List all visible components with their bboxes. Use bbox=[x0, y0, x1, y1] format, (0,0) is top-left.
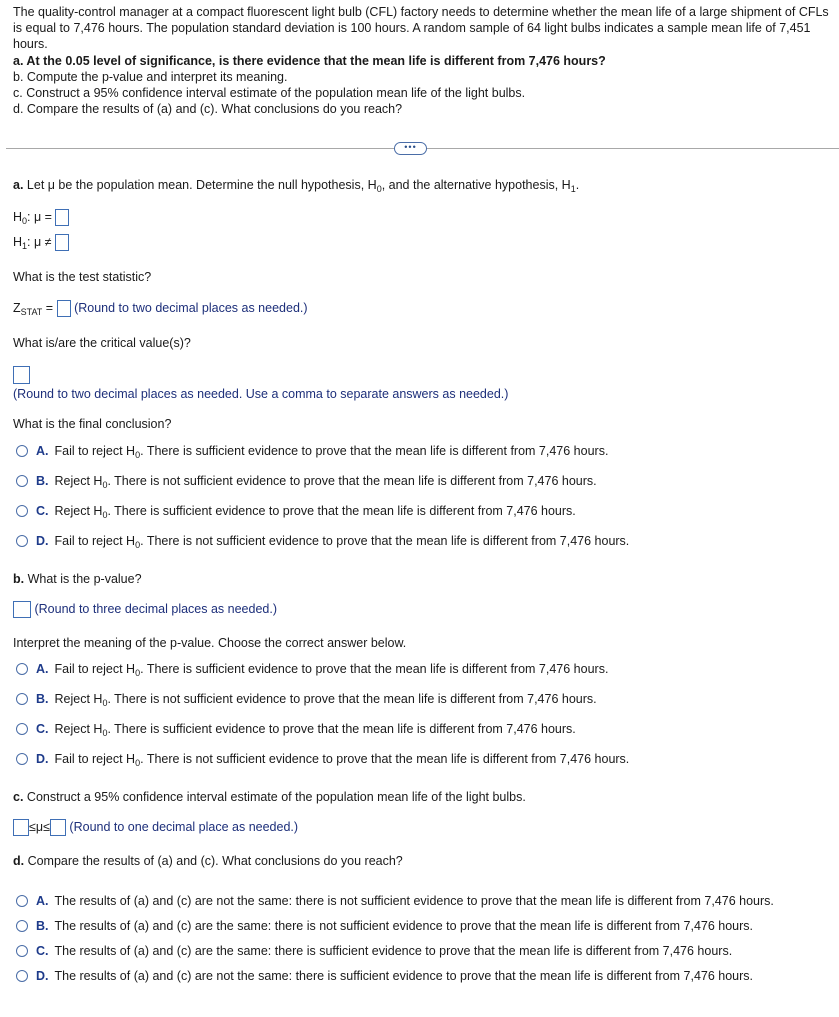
part-b-option-a[interactable]: A. Fail to reject $H_0$. There is sufficient evidence to prove that the mean life is different from 7,476 hours. bbox=[16, 662, 608, 676]
critical-value-input[interactable] bbox=[13, 366, 30, 384]
part-c-prompt: c. Construct a 95% confidence interval estimate of the population mean life of the light bulbs. bbox=[13, 790, 526, 804]
ci-hint: (Round to one decimal place as needed.) bbox=[69, 819, 299, 834]
part-a-prompt: a. Let μ be the population mean. Determine the null hypothesis, $H_0$, and the alternative hypothesis, $H_1$. bbox=[13, 178, 580, 194]
p-value-input[interactable] bbox=[13, 601, 31, 618]
interpret-question: Interpret the meaning of the p-value. Choose the correct answer below. bbox=[13, 636, 407, 650]
expand-more-button[interactable]: ••• bbox=[394, 142, 427, 155]
problem-part-a: a. At the 0.05 level of significance, is there evidence that the mean life is different from 7,476 hours? bbox=[13, 53, 606, 68]
radio-icon[interactable] bbox=[16, 753, 28, 765]
alt-hypothesis-input[interactable] bbox=[55, 234, 69, 251]
ci-lower-input[interactable] bbox=[13, 819, 29, 836]
part-b-option-d[interactable]: D. Fail to reject $H_0$. There is not sufficient evidence to prove that the mean life is different from 7,476 hours. bbox=[16, 752, 629, 766]
part-a-option-d[interactable]: D. Fail to reject $H_0$. There is not sufficient evidence to prove that the mean life is different from 7,476 hours. bbox=[16, 534, 629, 548]
radio-icon[interactable] bbox=[16, 535, 28, 547]
part-a-option-c[interactable]: C. Reject $H_0$. There is sufficient evidence to prove that the mean life is different from 7,476 hours. bbox=[16, 504, 576, 518]
radio-icon[interactable] bbox=[16, 475, 28, 487]
zstat-input[interactable] bbox=[57, 300, 71, 317]
part-b-option-c[interactable]: C. Reject $H_0$. There is sufficient evidence to prove that the mean life is different from 7,476 hours. bbox=[16, 722, 576, 736]
null-hypothesis-input[interactable] bbox=[55, 209, 69, 226]
part-d-option-c[interactable]: C. The results of (a) and (c) are the same: there is sufficient evidence to prove that the mean life is different from 7,476 hours. bbox=[16, 944, 732, 958]
problem-text: The quality-control manager at a compact fluorescent light bulb (CFL) factory needs to determine whether the mean life of a large shipment of CFLs is equal to 7,476 hours. The population standard deviation is 100 hours. A random sample of 64 light bulbs indicates a sample mean life of 7,451 hours. bbox=[13, 5, 829, 52]
p-value-hint: (Round to three decimal places as needed.) bbox=[34, 601, 277, 616]
radio-icon[interactable] bbox=[16, 505, 28, 517]
critical-value-row bbox=[13, 366, 30, 384]
radio-icon[interactable] bbox=[16, 970, 28, 982]
radio-icon[interactable] bbox=[16, 895, 28, 907]
radio-icon[interactable] bbox=[16, 663, 28, 675]
radio-icon[interactable] bbox=[16, 723, 28, 735]
critical-value-hint: (Round to two decimal places as needed. Use a comma to separate answers as needed.) bbox=[13, 387, 509, 401]
problem-part-c: c. Construct a 95% confidence interval estimate of the population mean life of the light bulbs. bbox=[13, 86, 526, 101]
zstat-row: $Z_{STAT}$ = (Round to two decimal places as needed.) bbox=[13, 300, 308, 317]
test-stat-question: What is the test statistic? bbox=[13, 270, 152, 284]
part-a-option-a[interactable]: A. Fail to reject $H_0$. There is sufficient evidence to prove that the mean life is different from 7,476 hours. bbox=[16, 444, 608, 458]
p-value-row bbox=[13, 601, 277, 618]
problem-part-b: b. Compute the p-value and interpret its meaning. bbox=[13, 69, 288, 84]
null-hypothesis-row: $H_0$: μ = bbox=[13, 209, 69, 226]
part-d-option-b[interactable]: B. The results of (a) and (c) are the same: there is not sufficient evidence to prove that the mean life is different from 7,476 hours. bbox=[16, 919, 753, 933]
zstat-hint: (Round to two decimal places as needed.) bbox=[74, 300, 308, 315]
radio-icon[interactable] bbox=[16, 945, 28, 957]
problem-statement bbox=[13, 4, 831, 117]
alt-hypothesis-row: $H_1$: μ ≠ bbox=[13, 234, 69, 251]
part-d-prompt: d. Compare the results of (a) and (c). What conclusions do you reach? bbox=[13, 854, 403, 868]
problem-part-d: d. Compare the results of (a) and (c). What conclusions do you reach? bbox=[13, 102, 403, 117]
ci-upper-input[interactable] bbox=[50, 819, 66, 836]
radio-icon[interactable] bbox=[16, 693, 28, 705]
part-a-option-b[interactable]: B. Reject $H_0$. There is not sufficient evidence to prove that the mean life is different from 7,476 hours. bbox=[16, 474, 597, 488]
part-d-option-a[interactable]: A. The results of (a) and (c) are not the same: there is not sufficient evidence to prove that the mean life is different from 7,476 hours. bbox=[16, 894, 774, 908]
radio-icon[interactable] bbox=[16, 445, 28, 457]
critical-value-question: What is/are the critical value(s)? bbox=[13, 336, 191, 350]
conclusion-question: What is the final conclusion? bbox=[13, 417, 172, 431]
part-d-option-d[interactable]: D. The results of (a) and (c) are not the same: there is sufficient evidence to prove that the mean life is different from 7,476 hours. bbox=[16, 969, 753, 983]
part-b-prompt: b. What is the p-value? bbox=[13, 572, 142, 586]
radio-icon[interactable] bbox=[16, 920, 28, 932]
confidence-interval-row: ≤μ≤ (Round to one decimal place as needed.) bbox=[13, 819, 298, 836]
part-b-option-b[interactable]: B. Reject $H_0$. There is not sufficient evidence to prove that the mean life is different from 7,476 hours. bbox=[16, 692, 597, 706]
